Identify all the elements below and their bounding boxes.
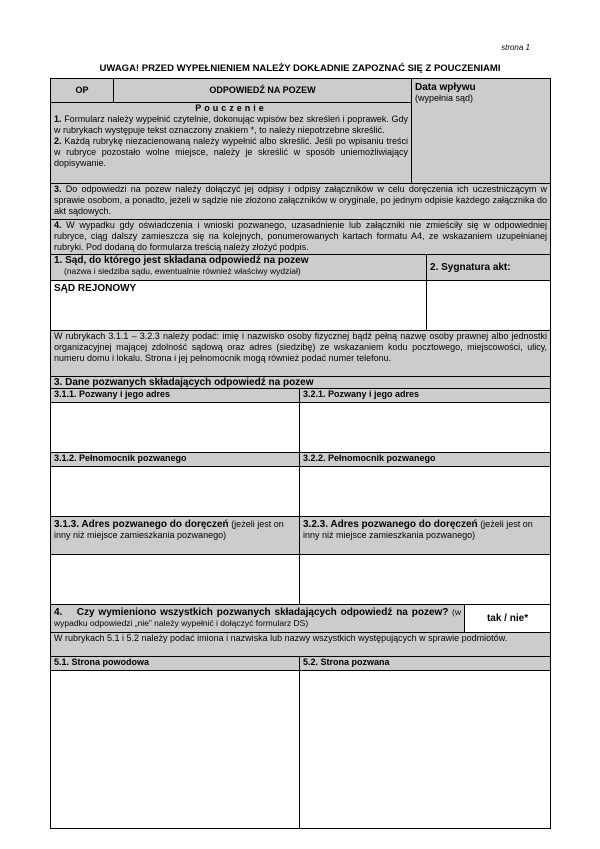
- defendant-1-service-sub: (jeżeli jest on inny niż miejsce zamieszkania pozwanego): [54, 519, 284, 540]
- defendant-2-service-field[interactable]: [300, 555, 551, 605]
- instructions-block: [51, 103, 412, 184]
- instruction-3: Do odpowiedzi na pozew należy dołączyć jej odpisy i odpisy załączników w celu doręczenia ich uczestniczącym w sprawie osobom, a ponadto, jeżeli w sądzie nie złożono załączników w oryginale, po jednym odpisie każdego załącznika do akt sądowych.: [54, 184, 548, 216]
- warning-heading: UWAGA! PRZED WYPEŁNIENIEM NALEŻY DOKŁADNIE ZAPOZNAĆ SIĘ Z POUCZENIAMI: [99, 63, 501, 74]
- instruction-2: Każdą rubrykę niezacienowaną należy wypełnić albo skreślić. Jeśli po wpisaniu treści w rubryce pozostało wolne miejsce, należy je skreślić w sposób uniemożliwiający dopisywanie.: [54, 136, 409, 168]
- date-received-box: [412, 79, 551, 184]
- case-number-title: 2. Sygnatura akt:: [430, 262, 511, 273]
- question-4-number: 4.: [54, 607, 63, 618]
- defendant-1-service-heading: [51, 517, 300, 555]
- yes-no-answer[interactable]: [465, 605, 551, 633]
- instruction-3-cell: [51, 184, 551, 220]
- defendant-2-heading: 3.2.1. Pozwany i jego adres: [300, 389, 551, 403]
- court-subtitle: (nazwa i siedziba sądu, ewentualnie również właściwy wydział): [64, 266, 301, 276]
- instruction-4-number: 4.: [54, 220, 62, 230]
- defendant-side-field[interactable]: [300, 671, 551, 829]
- defendant-2-service-sub: (jeżeli jest on inny niż miejsce zamieszkania pozwanego): [303, 519, 533, 540]
- court-title: 1. Sąd, do którego jest składana odpowiedź na pozew: [54, 255, 309, 266]
- defendant-1-heading: 3.1.1. Pozwany i jego adres: [51, 389, 300, 403]
- defendant-1-attorney-heading: 3.1.2. Pełnomocnik pozwanego: [51, 453, 300, 467]
- plaintiff-side-field[interactable]: [51, 671, 300, 829]
- yes-no-label: tak / nie*: [486, 613, 529, 624]
- instruction-3-number: 3.: [54, 184, 62, 194]
- instruction-4: W wypadku gdy oświadczenia i wnioski pozwanego, uzasadnienie lub załączniki nie zmieściły się w odpowiedniej rubryce, ciąg dalszy zamieszcza się na kolejnych, ponumerowanych kartach formatu A4, ze wskazaniem uzupełnianej rubryki. Pod dodaną do formularza treścią należy złożyć podpis.: [54, 220, 548, 252]
- date-received-sub: (wypełnia sąd): [415, 93, 474, 103]
- instruction-1-number: 1.: [54, 114, 62, 124]
- court-heading: [51, 255, 427, 281]
- defendant-1-service-field[interactable]: [51, 555, 300, 605]
- instruction-4-cell: [51, 220, 551, 255]
- parties-instruction: W rubrykach 3.1.1 – 3.2.3 należy podać: imię i nazwisko osoby fizycznej bądź pełną nazwę osoby prawnej albo jednostki organizacyjnej mającej zdolność sądową oraz adres (siedzibę) ze wskazaniem kodu pocztowego, miejscowości, ulicy, numeru domu i lokalu. Strona i jej pełnomocnik mogą również podać numer telefonu.: [51, 331, 551, 377]
- question-4-text: Czy wymieniono wszystkich pozwanych składających odpowiedź na pozew?: [76, 607, 449, 618]
- case-number-field[interactable]: [427, 281, 551, 331]
- defendant-1-field[interactable]: [51, 403, 300, 453]
- defendant-side-heading: 5.2. Strona pozwana: [300, 657, 551, 671]
- defendant-2-attorney-heading: 3.2.2. Pełnomocnik pozwanego: [300, 453, 551, 467]
- defendants-heading-cell: [51, 377, 551, 389]
- page-number: strona 1: [501, 43, 530, 52]
- parties-list-instruction: W rubrykach 5.1 i 5.2 należy podać imiona i nazwiska lub nazwy wszystkich występujących w sprawie podmiotów.: [51, 633, 551, 657]
- form-code: OP: [51, 79, 114, 103]
- defendant-1-service-title: 3.1.3. Adres pozwanego do doręczeń: [54, 519, 229, 530]
- defendant-1-attorney-field[interactable]: [51, 467, 300, 517]
- court-value: SĄD REJONOWY: [54, 283, 137, 294]
- date-received-label: Data wpływu: [415, 82, 476, 93]
- form-table: [50, 78, 551, 829]
- defendants-heading: 3. Dane pozwanych składających odpowiedź na pozew: [54, 377, 314, 388]
- instruction-2-number: 2.: [54, 136, 62, 146]
- plaintiff-side-heading: 5.1. Strona powodowa: [51, 657, 300, 671]
- instructions-title: Pouczenie: [195, 103, 267, 113]
- court-field[interactable]: [51, 281, 427, 331]
- form-title: ODPOWIEDŹ NA POZEW: [114, 79, 412, 103]
- defendant-2-service-title: 3.2.3. Adres pozwanego do doręczeń: [303, 519, 478, 530]
- all-defendants-question: [51, 605, 465, 633]
- case-number-heading: [427, 255, 551, 281]
- question-4-note: (w wypadku odpowiedzi „nie” należy wypełnić i dołączyć formularz DS): [54, 607, 462, 628]
- defendant-2-attorney-field[interactable]: [300, 467, 551, 517]
- instruction-1: Formularz należy wypełnić czytelnie, dokonując wpisów bez skreśleń i poprawek. Gdy w rubrykach występuje tekst oznaczony znakiem *, to należy niepotrzebne skreślić.: [54, 114, 408, 135]
- defendant-2-service-heading: [300, 517, 551, 555]
- defendant-2-field[interactable]: [300, 403, 551, 453]
